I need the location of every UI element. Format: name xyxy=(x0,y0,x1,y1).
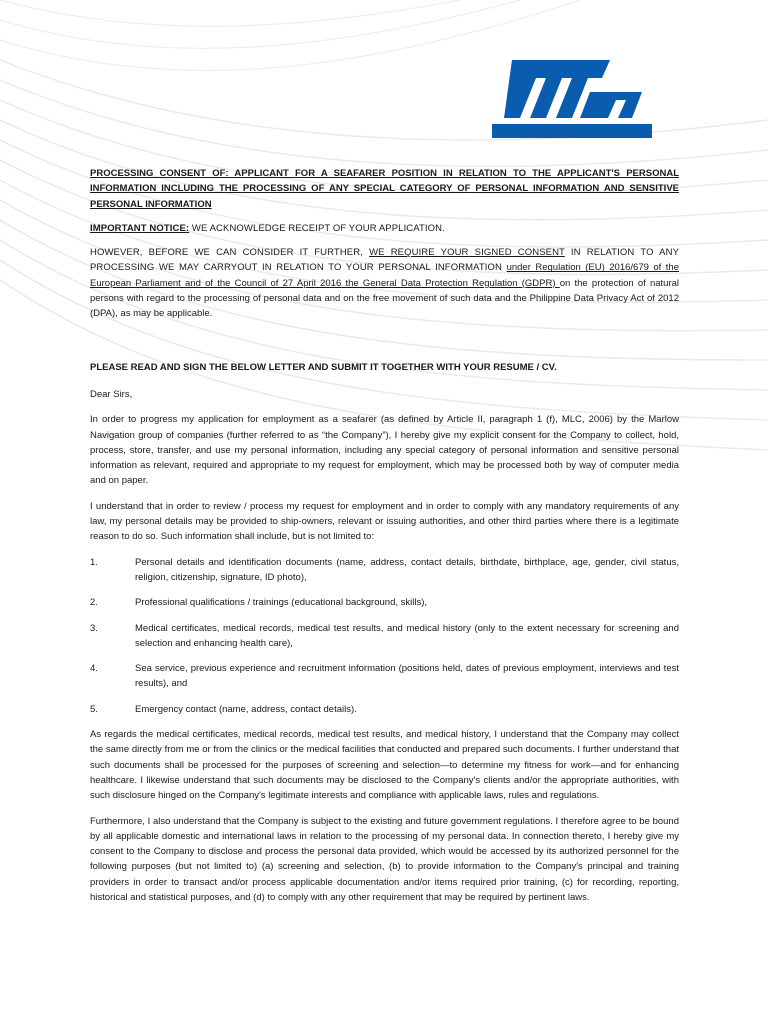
however-text-1: HOWEVER, BEFORE WE CAN CONSIDER IT FURTHER, xyxy=(90,247,370,259)
consent-paragraph-2: I understand that in order to review / process my request for employment and in order to comply with any mandatory requirements of any law, my personal details may be provided to ship-owners, relevant or issuing authorities, and other third parties where there is a legitimate reason to do so. Such information shall include, but is not limited to: xyxy=(90,500,679,543)
important-notice xyxy=(90,221,679,236)
list-item-text: Professional qualifications / trainings (educational background, skills), xyxy=(135,597,428,609)
list-item xyxy=(90,555,679,586)
however-text-3: on the protection of natural persons with regard to the processing of personal data and on the free movement of such data and the Philippine Data Privacy Act of 2012 (DPA), as may be applicable. xyxy=(90,277,680,320)
list-item-text: Sea service, previous experience and recruitment information (positions held, dates of previous employment, interviews and test results), and xyxy=(135,663,679,690)
regulation-date: of 27 April 2016 xyxy=(270,277,342,289)
list-item xyxy=(90,702,679,717)
list-item-number: 3. xyxy=(90,622,98,634)
gdpr-reference: the General Data Protection Regulation (GDPR) xyxy=(341,277,560,289)
regulation-reference: under Regulation (EU) 2016/679 of the European Parliament and of the Council xyxy=(90,262,679,289)
list-item-text: Personal details and identification documents (name, address, contact details, birthdate, birthplace, age, gender, civil status, religion, citizenship, signature, ID photo), xyxy=(135,556,679,583)
please-read-instruction: PLEASE READ AND SIGN THE BELOW LETTER AND SUBMIT IT TOGETHER WITH YOUR RESUME / CV. xyxy=(90,361,557,373)
list-item-number: 4. xyxy=(90,663,98,675)
list-item-number: 5. xyxy=(90,703,98,715)
list-item xyxy=(90,595,679,610)
list-item-text: Emergency contact (name, address, contact details). xyxy=(135,703,357,715)
medical-records-paragraph: As regards the medical certificates, medical records, medical test results, and medical history, I understand that the Company may collect the same directly from me or from the clinics or the medical facilities that conducted and prepared such documents. I further understand that such documents shall be processed for the purposes of screening and selection—to determine my fitness for work—and for enhancing healthcare. I likewise understand that such documents may be disclosed to the Company's clients and/or the appropriate authorities, with such disclosure hinged on the Company's legitimate interests and compliance with applicable laws, rules and regulations. xyxy=(90,729,679,802)
consent-paragraph-1: In order to progress my application for employment as a seafarer (as defined by Article II, paragraph 1 (f), MLC, 2006) by the Marlow Navigation group of companies (further referred to as “the Company”), I hereby give my explicit consent for the Company to collect, hold, process, store, transfer, and use my personal information, including any special category of personal information and sensitive personal information as relevant, required and appropriate to my request for employment, which may be processed both by way of computer media and on paper. xyxy=(90,414,679,487)
however-text-2: IN RELATION TO ANY PROCESSING WE MAY CARRYOUT IN RELATION TO YOUR PERSONAL INFORMATION xyxy=(90,247,680,274)
government-regulations-paragraph: Furthermore, I also understand that the Company is subject to the existing and future government regulations. I therefore agree to be bound by all applicable domestic and international laws in relation to the processing of my personal data. In connection thereto, I hereby give my consent to the Company to disclose and process the personal data provided, which would be accessed by its authorized personnel for the following purposes (but not limited to) (a) screening and selection, (b) to provide information to the Company's principal and training providers in order to transact and/or process applicable documentation and/or items required prior training, (c) for recording, reporting, historical and statistical purposes, and (d) to comply with any other requirement that may be required by pertinent laws. xyxy=(90,815,679,903)
consent-document xyxy=(90,166,679,905)
consent-requirement-paragraph xyxy=(90,245,679,321)
list-item xyxy=(90,621,679,652)
salutation: Dear Sirs, xyxy=(90,388,133,400)
important-notice-text: WE ACKNOWLEDGE RECEIPT OF YOUR APPLICATION. xyxy=(189,222,445,234)
company-logo xyxy=(492,56,662,150)
signed-consent-emphasis: WE REQUIRE YOUR SIGNED CONSENT xyxy=(369,247,565,259)
list-item-text: Medical certificates, medical records, medical test results, and medical history (only to the extent necessary for screening and selection and enhancing health care), xyxy=(135,622,679,649)
list-item xyxy=(90,661,679,692)
information-list xyxy=(90,555,679,717)
important-notice-label: IMPORTANT NOTICE: xyxy=(90,222,190,234)
document-title: PROCESSING CONSENT OF: APPLICANT FOR A SEAFARER POSITION IN RELATION TO THE APPLICANT'S PERSONAL INFORMATION INCLUDING THE PROCESSING OF ANY SPECIAL CATEGORY OF PERSONAL INFORMATION AND SENSITIVE PERSONAL INFORMATION xyxy=(90,168,679,210)
list-item-number: 2. xyxy=(90,597,98,609)
list-item-number: 1. xyxy=(90,556,98,568)
